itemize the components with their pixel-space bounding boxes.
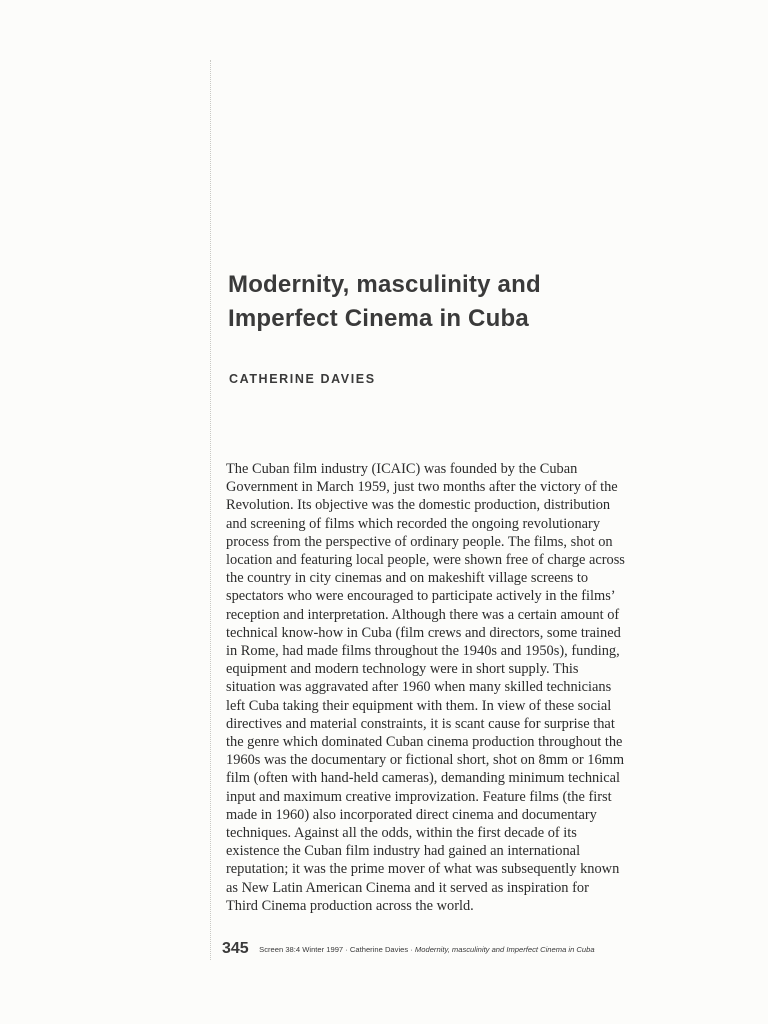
body-line: existence the Cuban film industry had gained an international xyxy=(226,843,581,860)
body-line: film (often with hand-held cameras), demanding minimum technical xyxy=(226,770,621,787)
article-title-line: Modernity, masculinity and xyxy=(228,271,541,298)
article-title xyxy=(228,268,668,336)
body-line: left Cuba taking their equipment with them. In view of these social xyxy=(226,697,612,714)
body-line: 1960s was the documentary or fictional short, shot on 8mm or 16mm xyxy=(226,752,625,769)
body-line: location and featuring local people, were shown free of charge across xyxy=(226,552,625,569)
body-line: as New Latin American Cinema and it served as inspiration for xyxy=(226,879,589,896)
body-line: and screening of films which recorded the ongoing revolutionary xyxy=(226,515,601,532)
body-line: input and maximum creative improvization. Feature films (the first xyxy=(226,788,612,805)
body-line: equipment and modern technology were in short supply. This xyxy=(226,661,579,678)
body-line: directives and material constraints, it is scant cause for surprise that xyxy=(226,715,615,732)
margin-rule xyxy=(210,60,211,960)
body-line: Revolution. Its objective was the domestic production, distribution xyxy=(226,497,611,514)
page-footer xyxy=(222,940,742,958)
journal-citation xyxy=(259,945,594,954)
body-line: The Cuban film industry (ICAIC) was founded by the Cuban xyxy=(226,461,578,477)
body-line: Government in March 1959, just two months after the victory of the xyxy=(226,479,618,496)
page-number: 345 xyxy=(222,940,249,957)
body-line: Third Cinema production across the world. xyxy=(226,897,474,914)
body-line: spectators who were encouraged to participate actively in the films’ xyxy=(226,588,616,605)
body-line: in Rome, had made films throughout the 1940s and 1950s), funding, xyxy=(226,643,620,660)
running-title: Modernity, masculinity and Imperfect Cinema in Cuba xyxy=(414,944,595,954)
body-line: technical know-how in Cuba (film crews and directors, some trained xyxy=(226,624,621,641)
body-line: made in 1960) also incorporated direct cinema and documentary xyxy=(226,806,597,823)
article-body xyxy=(226,460,706,915)
body-line: reception and interpretation. Although there was a certain amount of xyxy=(226,606,620,623)
article-author: CATHERINE DAVIES xyxy=(229,372,376,386)
body-line: the country in city cinemas and on makeshift village screens to xyxy=(226,570,589,587)
article-title-line: Imperfect Cinema in Cuba xyxy=(228,305,529,332)
body-line: situation was aggravated after 1960 when many skilled technicians xyxy=(226,679,612,696)
body-line: the genre which dominated Cuban cinema production throughout the xyxy=(226,734,623,751)
body-line: techniques. Against all the odds, within the first decade of its xyxy=(226,825,577,842)
journal-info: Screen 38:4 Winter 1997 · Catherine Davies · xyxy=(259,944,413,954)
body-line: reputation; it was the prime mover of what was subsequently known xyxy=(226,861,620,878)
body-line: process from the perspective of ordinary people. The films, shot on xyxy=(226,533,613,550)
